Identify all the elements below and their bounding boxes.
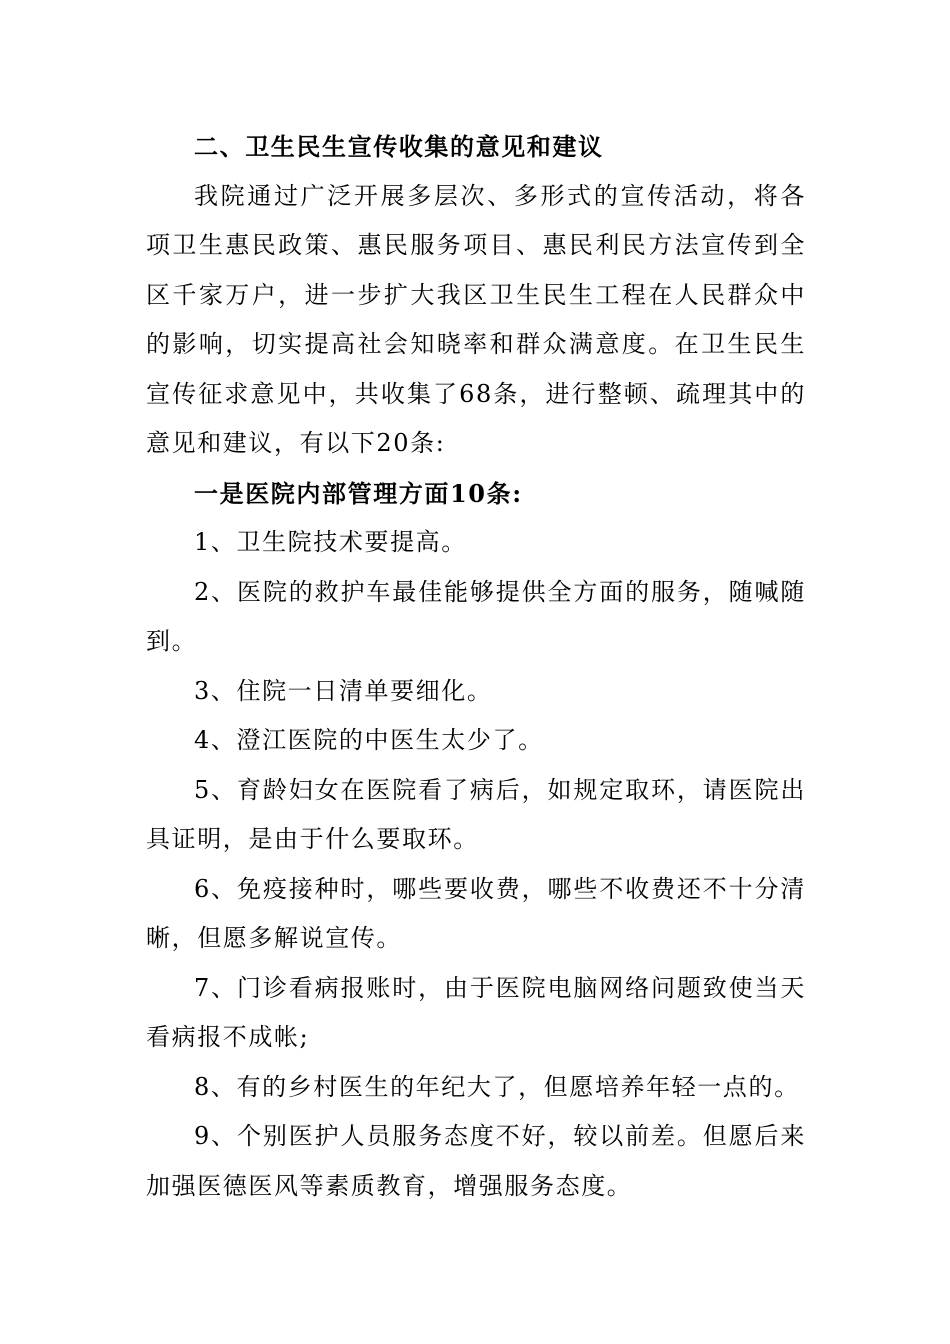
list-item: 1、卫生院技术要提高。 <box>194 528 467 556</box>
list-item: 9、个别医护人员服务态度不好，较以前差。但愿后来 <box>194 1122 806 1150</box>
list-item-continuation: 具证明，是由于什么要取环。 <box>146 825 479 853</box>
paragraph-line: 意见和建议，有以下20条: <box>146 429 446 457</box>
list-item: 5、育龄妇女在医院看了病后，如规定取环，请医院出 <box>194 775 806 804</box>
list-item-continuation: 到。 <box>146 627 198 655</box>
paragraph-line: 我院通过广泛开展多层次、多形式的宣传活动，将各 <box>194 181 806 210</box>
list-item-continuation: 加强医德医风等素质教育，增强服务态度。 <box>146 1171 633 1200</box>
paragraph-line: 项卫生惠民政策、惠民服务项目、惠民利民方法宣传到全 <box>146 231 806 259</box>
subheading: 一是医院内部管理方面10条: <box>194 478 523 508</box>
intro-paragraph <box>146 172 806 469</box>
paragraph-line: 区千家万户，进一步扩大我区卫生民生工程在人民群众中 <box>146 280 806 309</box>
list-item: 8、有的乡村医生的年纪大了，但愿培养年轻一点的。 <box>194 1072 800 1101</box>
paragraph-line: 宣传征求意见中，共收集了68条，进行整顿、疏理其中的 <box>146 379 806 408</box>
list-item: 2、医院的救护车最佳能够提供全方面的服务，随喊随 <box>194 577 806 606</box>
list-item: 7、门诊看病报账时，由于医院电脑网络问题致使当天 <box>194 973 806 1002</box>
list-item: 4、澄江医院的中医生太少了。 <box>194 726 544 754</box>
list-item: 3、住院一日清单要细化。 <box>194 676 493 705</box>
suggestion-list <box>146 518 806 1211</box>
list-item: 6、免疫接种时，哪些要收费，哪些不收费还不十分清 <box>194 874 806 903</box>
paragraph-line: 的影响，切实提高社会知晓率和群众满意度。在卫生民生 <box>146 330 806 358</box>
list-item-continuation: 晰，但愿多解说宣传。 <box>146 924 402 952</box>
section-heading: 二、卫生民生宣传收集的意见和建议 <box>194 132 604 161</box>
document-page <box>146 122 806 1211</box>
list-item-continuation: 看病报不成帐; <box>146 1023 310 1051</box>
